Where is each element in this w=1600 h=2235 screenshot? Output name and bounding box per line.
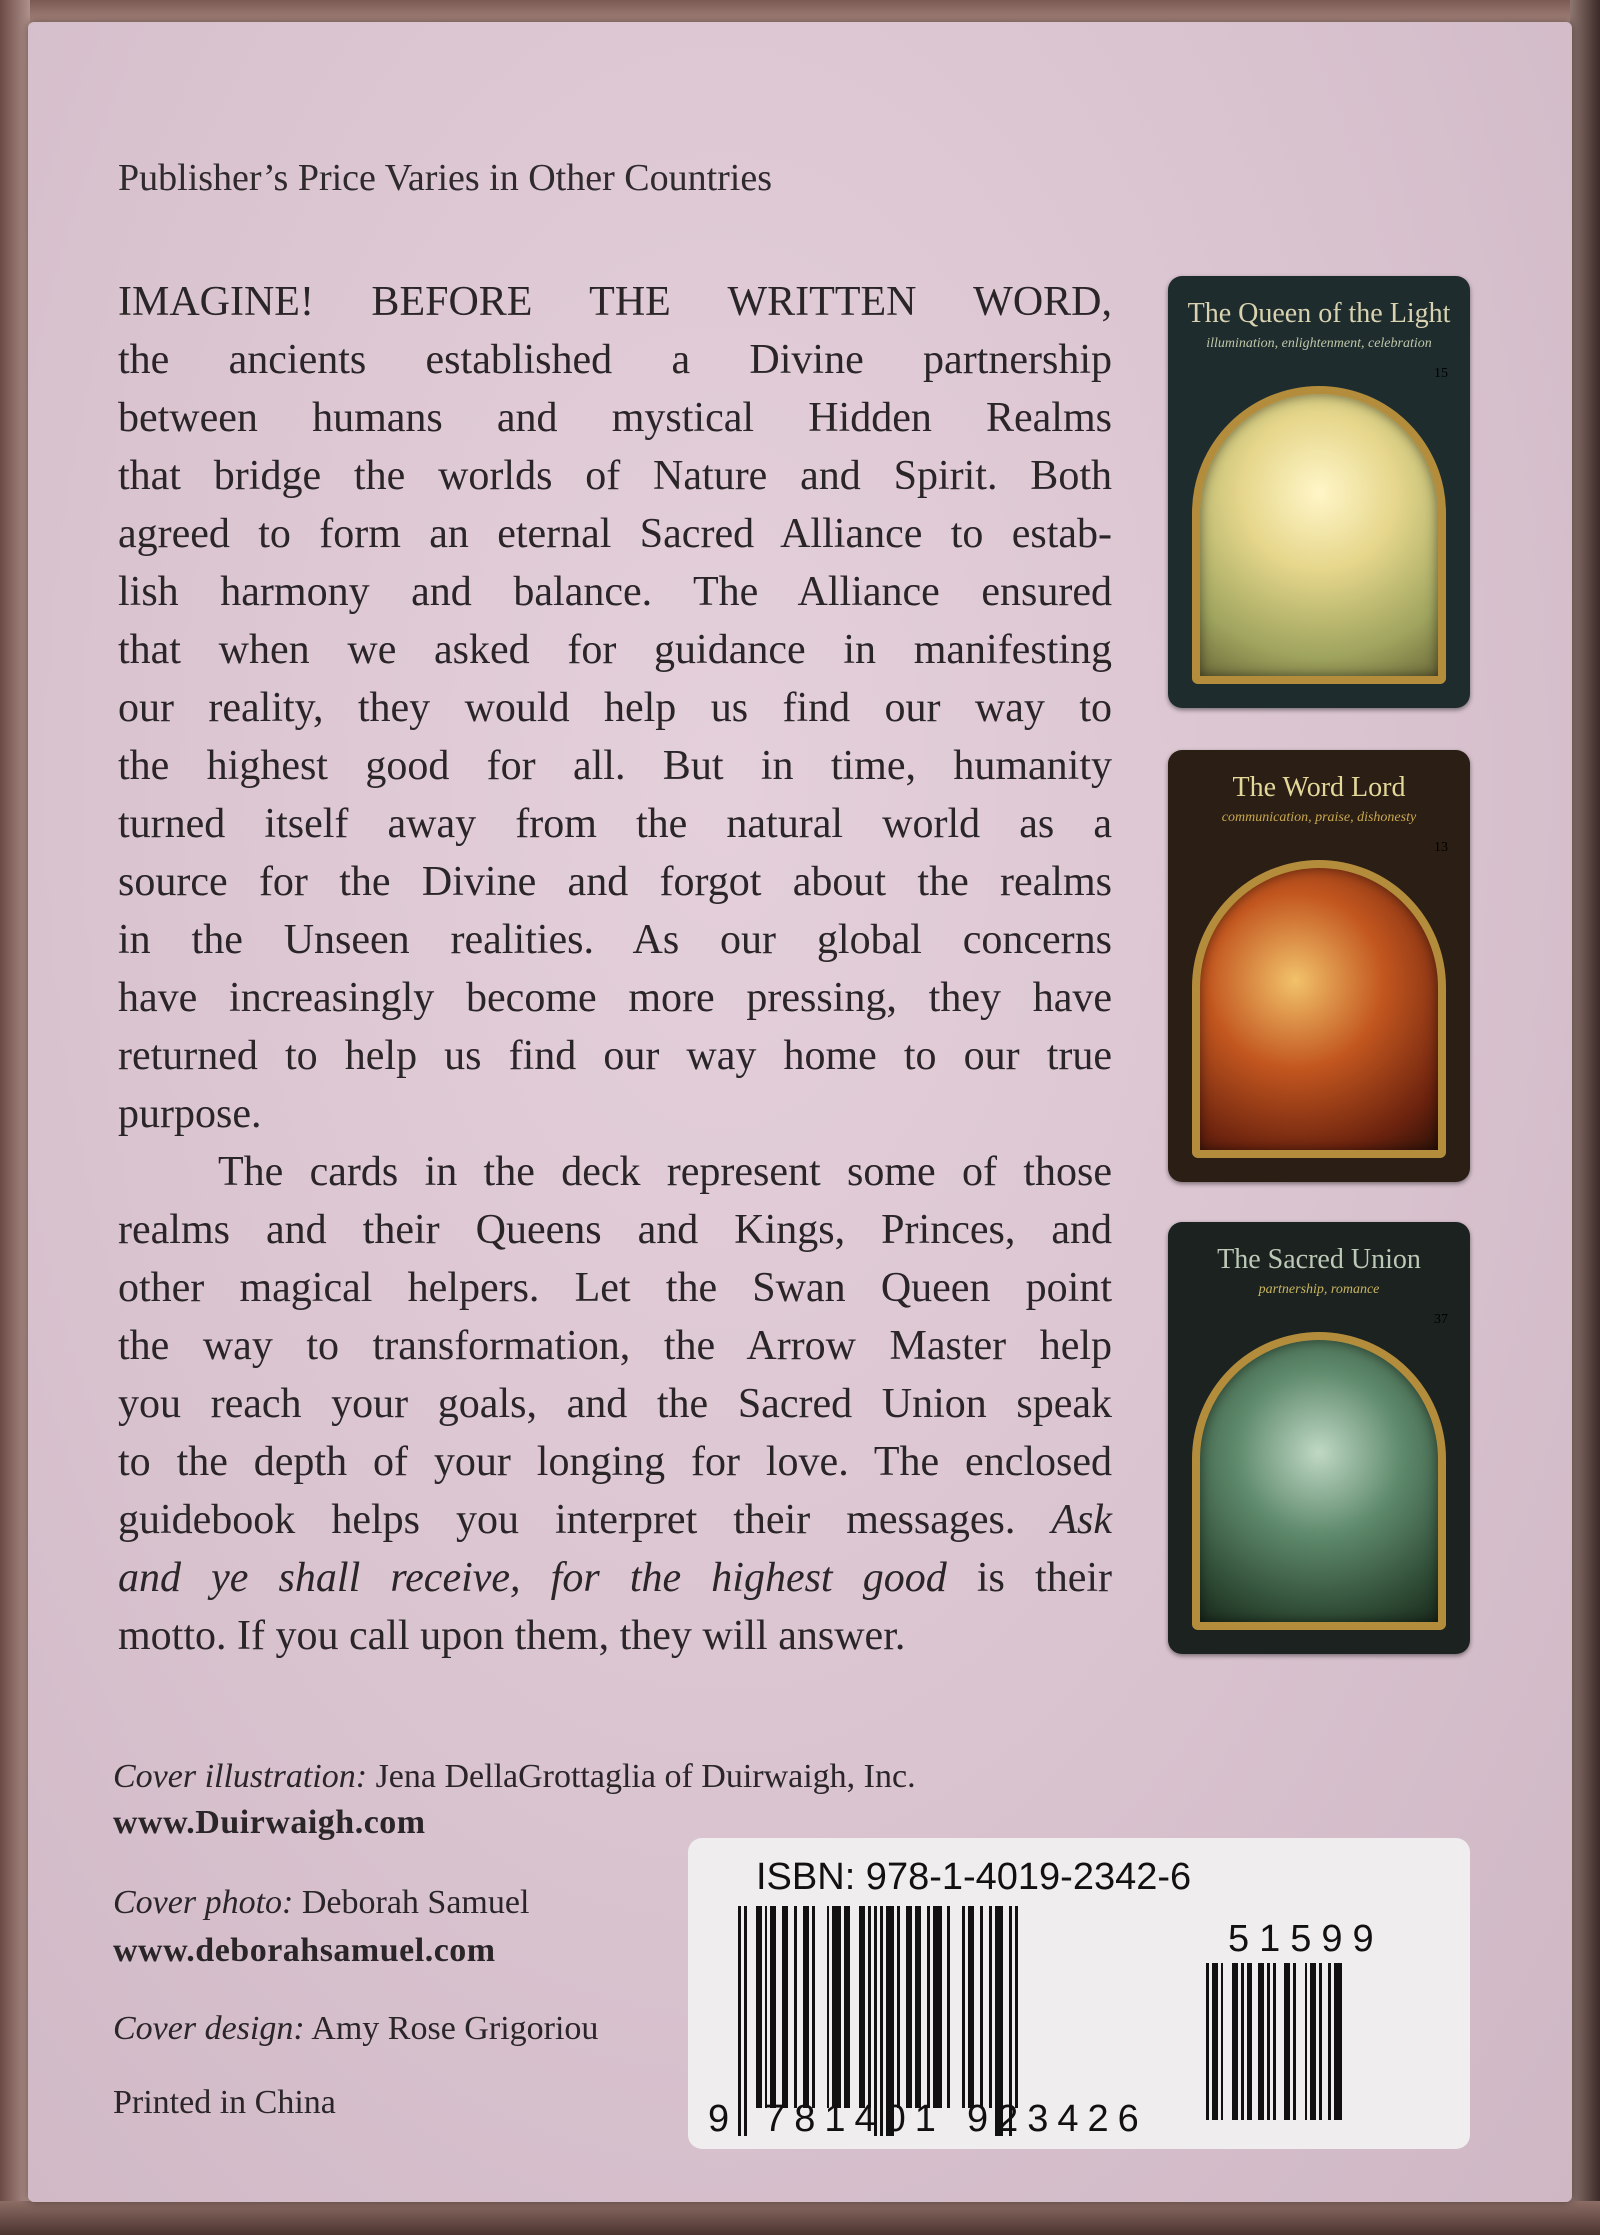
description-line <box>118 679 1112 737</box>
barcode-bar <box>1247 1963 1253 2120</box>
line-text: the way to transformation, the Arrow Master help <box>118 1323 1112 1369</box>
barcode-bar <box>756 1906 762 2108</box>
description-line <box>118 1433 1112 1491</box>
barcode-bar <box>1258 1963 1264 2120</box>
card-artwork <box>1192 860 1446 1158</box>
description-line <box>118 621 1112 679</box>
barcode-bar <box>915 1906 921 2108</box>
description-line <box>118 389 1112 447</box>
credit-name: Amy Rose Grigoriou <box>304 2010 599 2047</box>
barcode-bar <box>770 1906 776 2108</box>
line-text: between humans and mystical Hidden Realms <box>118 395 1112 441</box>
line-text: motto. If you call upon them, they will answer. <box>118 1613 906 1659</box>
illustrator-url: www.Duirwaigh.com <box>113 1804 426 1841</box>
line-text: our reality, they would help us find our way to <box>118 685 1112 731</box>
ean-right-digits: 923426 <box>966 2098 1148 2140</box>
description-line <box>118 1027 1112 1085</box>
barcode-bar <box>1284 1963 1290 2120</box>
credit-name: Jena DellaGrottaglia of Duirwaigh, Inc. <box>367 1758 916 1795</box>
line-text: that when we asked for guidance in manifesting <box>118 627 1112 673</box>
line-text: agreed to form an eternal Sacred Alliance to estab- <box>118 511 1112 557</box>
card-number: 37 <box>1434 1312 1448 1327</box>
barcode-bar <box>1293 1963 1296 2120</box>
ean-first-digit: 9 <box>708 2098 739 2140</box>
barcode-bar <box>1328 1963 1331 2120</box>
line-text: turned itself away from the natural world as a <box>118 801 1112 847</box>
card-subtitle: communication, praise, dishonesty <box>1221 810 1417 825</box>
barcode-bar <box>782 1906 788 2108</box>
italic-text: Ask <box>1051 1497 1112 1543</box>
line-text: The cards in the deck represent some of those <box>218 1149 1112 1195</box>
line-text: other magical helpers. Let the Swan Queen point <box>118 1265 1112 1311</box>
barcode-bar <box>1305 1963 1308 2120</box>
barcode-bar <box>859 1906 865 2108</box>
barcode-bar <box>933 1906 942 2108</box>
barcode-bar <box>1206 1963 1209 2120</box>
barcode-label <box>688 1838 1470 2149</box>
barcode-bar <box>827 1906 830 2108</box>
card-subtitle: illumination, enlightenment, celebration <box>1206 336 1432 351</box>
description-line <box>118 969 1112 1027</box>
box-edge-right <box>1570 0 1600 2235</box>
barcode-bar <box>968 1906 974 2108</box>
barcode-bar <box>1241 1963 1244 2120</box>
description-line <box>118 1143 1112 1201</box>
barcode-bar <box>1334 1963 1343 2120</box>
description-line <box>118 1491 1112 1549</box>
price-code: 51599 <box>1228 1918 1384 1960</box>
description-line <box>118 737 1112 795</box>
description-line <box>118 331 1112 389</box>
price-note: Publisher’s Price Varies in Other Countries <box>118 157 773 199</box>
box-edge-left <box>0 0 30 2235</box>
description-line <box>118 911 1112 969</box>
description-line <box>118 1549 1112 1607</box>
ean-digits <box>708 2098 1148 2141</box>
card-queen-of-the-light <box>1168 276 1470 708</box>
barcode-bar <box>1267 1963 1270 2120</box>
line-text: that bridge the worlds of Nature and Spirit. Both <box>118 453 1112 499</box>
description-line <box>118 1317 1112 1375</box>
line-text: lish harmony and balance. The Alliance ensured <box>118 569 1112 615</box>
barcode-bar <box>980 1906 983 2108</box>
card-word-lord <box>1168 750 1470 1182</box>
barcode-bar <box>1310 1963 1316 2120</box>
card-subtitle: partnership, romance <box>1258 1282 1380 1297</box>
barcode-bar <box>868 1906 871 2108</box>
barcode-bar <box>765 1906 768 2108</box>
line-text: guidebook helps you interpret their messages. <box>118 1497 1052 1543</box>
line-text: the ancients established a Divine partnership <box>118 337 1112 383</box>
line-text: have increasingly become more pressing, they have <box>118 975 1112 1021</box>
description-line <box>118 853 1112 911</box>
line-text: the highest good for all. But in time, humanity <box>118 743 1112 789</box>
line-text: source for the Divine and forgot about the realms <box>118 859 1112 905</box>
barcode-bar <box>1273 1963 1276 2120</box>
card-sacred-union <box>1168 1222 1470 1654</box>
description-line <box>118 1375 1112 1433</box>
description-line <box>118 273 1112 331</box>
card-artwork <box>1192 386 1446 684</box>
line-text: purpose. <box>118 1091 262 1137</box>
credit-name: Deborah Samuel <box>293 1884 530 1921</box>
description-line <box>118 1085 1112 1143</box>
description-line <box>118 1259 1112 1317</box>
barcode-bar <box>844 1906 850 2108</box>
illustration-credit <box>113 1758 916 1796</box>
description-line <box>118 1607 1112 1665</box>
barcode-bar <box>989 1906 992 2108</box>
barcode-bar <box>1221 1963 1224 2120</box>
description-line <box>118 563 1112 621</box>
credit-label: Cover photo: <box>113 1884 294 1921</box>
line-text: returned to help us find our way home to our true <box>118 1033 1112 1079</box>
barcode-bar <box>794 1906 797 2108</box>
barcode-bar <box>962 1906 965 2108</box>
photo-credit <box>113 1884 529 1922</box>
barcode-bar <box>1232 1963 1238 2120</box>
isbn-text: ISBN: 978-1-4019-2342-6 <box>756 1856 1192 1898</box>
barcode-bar <box>803 1906 809 2108</box>
card-number: 13 <box>1434 840 1448 855</box>
line-text: to the depth of your longing for love. The enclosed <box>118 1439 1112 1485</box>
price-addon-barcode <box>1206 1963 1346 2141</box>
credit-label: Cover illustration: <box>113 1758 368 1795</box>
barcode-bar <box>947 1906 950 2108</box>
card-title: The Queen of the Light <box>1187 298 1451 329</box>
barcode-bar <box>1212 1963 1218 2120</box>
barcode-bar <box>897 1906 900 2108</box>
description-text <box>118 273 1112 1665</box>
description-line <box>118 795 1112 853</box>
barcode-bar <box>832 1906 841 2108</box>
description-line <box>118 1201 1112 1259</box>
printed-in: Printed in China <box>113 2084 336 2121</box>
barcode-bar <box>1015 1906 1018 2108</box>
barcode-bar <box>927 1906 930 2108</box>
box-edge-top <box>0 0 1600 24</box>
line-text: IMAGINE! BEFORE THE WRITTEN WORD, <box>118 279 1112 325</box>
line-text: in the Unseen realities. As our global concerns <box>118 917 1112 963</box>
card-artwork <box>1192 1332 1446 1630</box>
design-credit <box>113 2010 598 2048</box>
line-text: you reach your goals, and the Sacred Union speak <box>118 1381 1112 1427</box>
photographer-url: www.deborahsamuel.com <box>113 1932 496 1969</box>
barcode-bar <box>906 1906 912 2108</box>
barcode-bar <box>1319 1963 1322 2120</box>
italic-text: and ye shall receive, for the highest good <box>118 1555 947 1601</box>
card-title: The Sacred Union <box>1217 1244 1421 1275</box>
description-line <box>118 505 1112 563</box>
description-line <box>118 447 1112 505</box>
line-text: is their <box>946 1555 1113 1601</box>
ean-left-digits: 781401 <box>764 2098 945 2140</box>
credit-label: Cover design: <box>113 2010 305 2047</box>
barcode-bar <box>812 1906 815 2108</box>
card-number: 15 <box>1434 366 1448 381</box>
card-title: The Word Lord <box>1232 772 1406 803</box>
line-text: realms and their Queens and Kings, Princes, and <box>118 1207 1112 1253</box>
box-edge-bottom <box>0 2201 1600 2235</box>
